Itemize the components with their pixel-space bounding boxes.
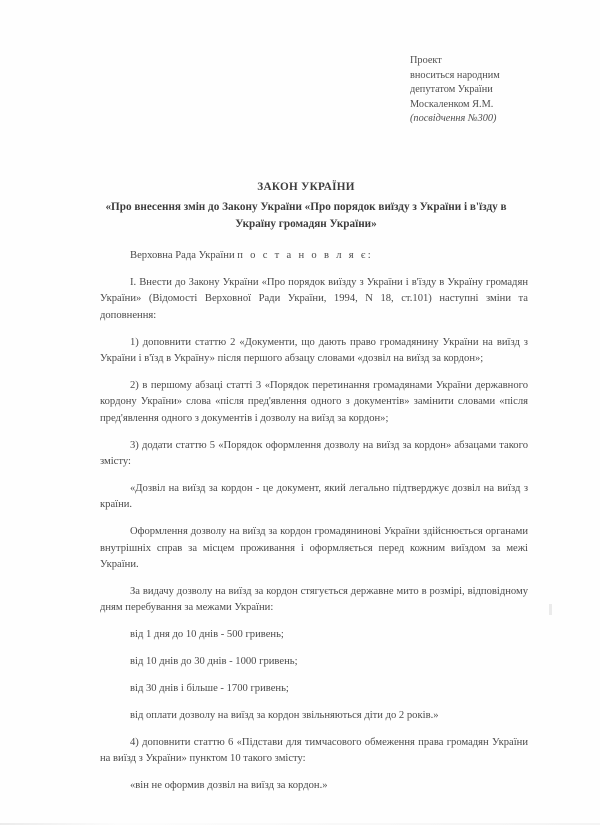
fee-item: від 1 дня до 10 днів - 500 гривень; [130,629,284,641]
preamble-prefix: Верховна Рада України [130,250,238,261]
header-line-name: Москаленком Я.М. [410,98,494,110]
title-block [88,180,524,232]
state-fee-intro-paragraph: За видачу дозволу на виїзд за кордон стягується державне мито в розмірі, відповідному дням перебування за межами України: [100,586,528,614]
law-subtitle [88,199,524,232]
amendment-item-2: 2) в першому абзаці статті 3 «Порядок перетинання громадянами України державного кордону України» слова «після пред'явлення одного з документів» замінити словами «після пред'явлення одного з документів і дозволу на виїзд за кордон»; [100,379,528,424]
page-title: ЗАКОН УКРАЇНИ [257,181,355,193]
preamble-resolves: п о с т а н о в л я є: [237,250,373,261]
header-line-submitted-by: вноситься народним [410,69,500,81]
preamble-paragraph [100,248,528,264]
fee-item: від 10 днів до 30 днів - 1000 гривень; [130,656,298,668]
amendment-item-4-quote: «він не оформив дозвіл на виїзд за кордон.» [130,780,328,792]
header-line-project: Проект [410,55,442,66]
law-subtitle-line-1: «Про внесення змін до Закону України «Про порядок виїзду з України і [105,201,468,213]
document-body [100,248,528,805]
issuance-procedure-paragraph: Оформлення дозволу на виїзд за кордон громадянинові України здійснюється органами внутрішніх справ за місцем проживання і оформляється перед кожним виїздом за межі України. [100,526,528,571]
amendment-item-1: 1) доповнити статтю 2 «Документи, що дають право громадянину України на виїзд з України і в'їзд в Україну» після першого абзацу словами «дозвіл на виїзд за кордон»; [100,336,528,365]
fee-item: від оплати дозволу на виїзд за кордон звільняються діти до 2 років.» [130,710,439,722]
submitter-header-block [410,54,590,127]
state-fee-list [100,627,528,724]
amendment-item-3: 3) додати статтю 5 «Порядок оформлення дозволу на виїзд за кордон» абзацами такого змісту: [100,439,528,468]
permit-definition-paragraph: «Дозвіл на виїзд за кордон - це документ, який легально підтверджує дозвіл на виїзд з країни. [100,482,528,511]
header-line-deputy: депутатом України [410,84,493,96]
amendment-item-4: 4) доповнити статтю 6 «Підстави для тимчасового обмеження права громадян України на виїзд з України» пунктом 10 такого змісту: [100,736,528,765]
law-subtitle-line-2: в'їзду в Україну громадян України» [235,201,507,230]
intro-paragraph: I. Внести до Закону України «Про порядок виїзду з України і в'їзду в Україну громадян України» (Відомості Верховної Ради України, 1994, N 18, ст.101) наступні зміни та доповнення: [100,276,528,321]
scan-artifact-speck [549,604,552,615]
fee-item: від 30 днів і більше - 1700 гривень; [130,683,289,695]
header-line-credential: (посвідчення №300) [410,113,497,125]
